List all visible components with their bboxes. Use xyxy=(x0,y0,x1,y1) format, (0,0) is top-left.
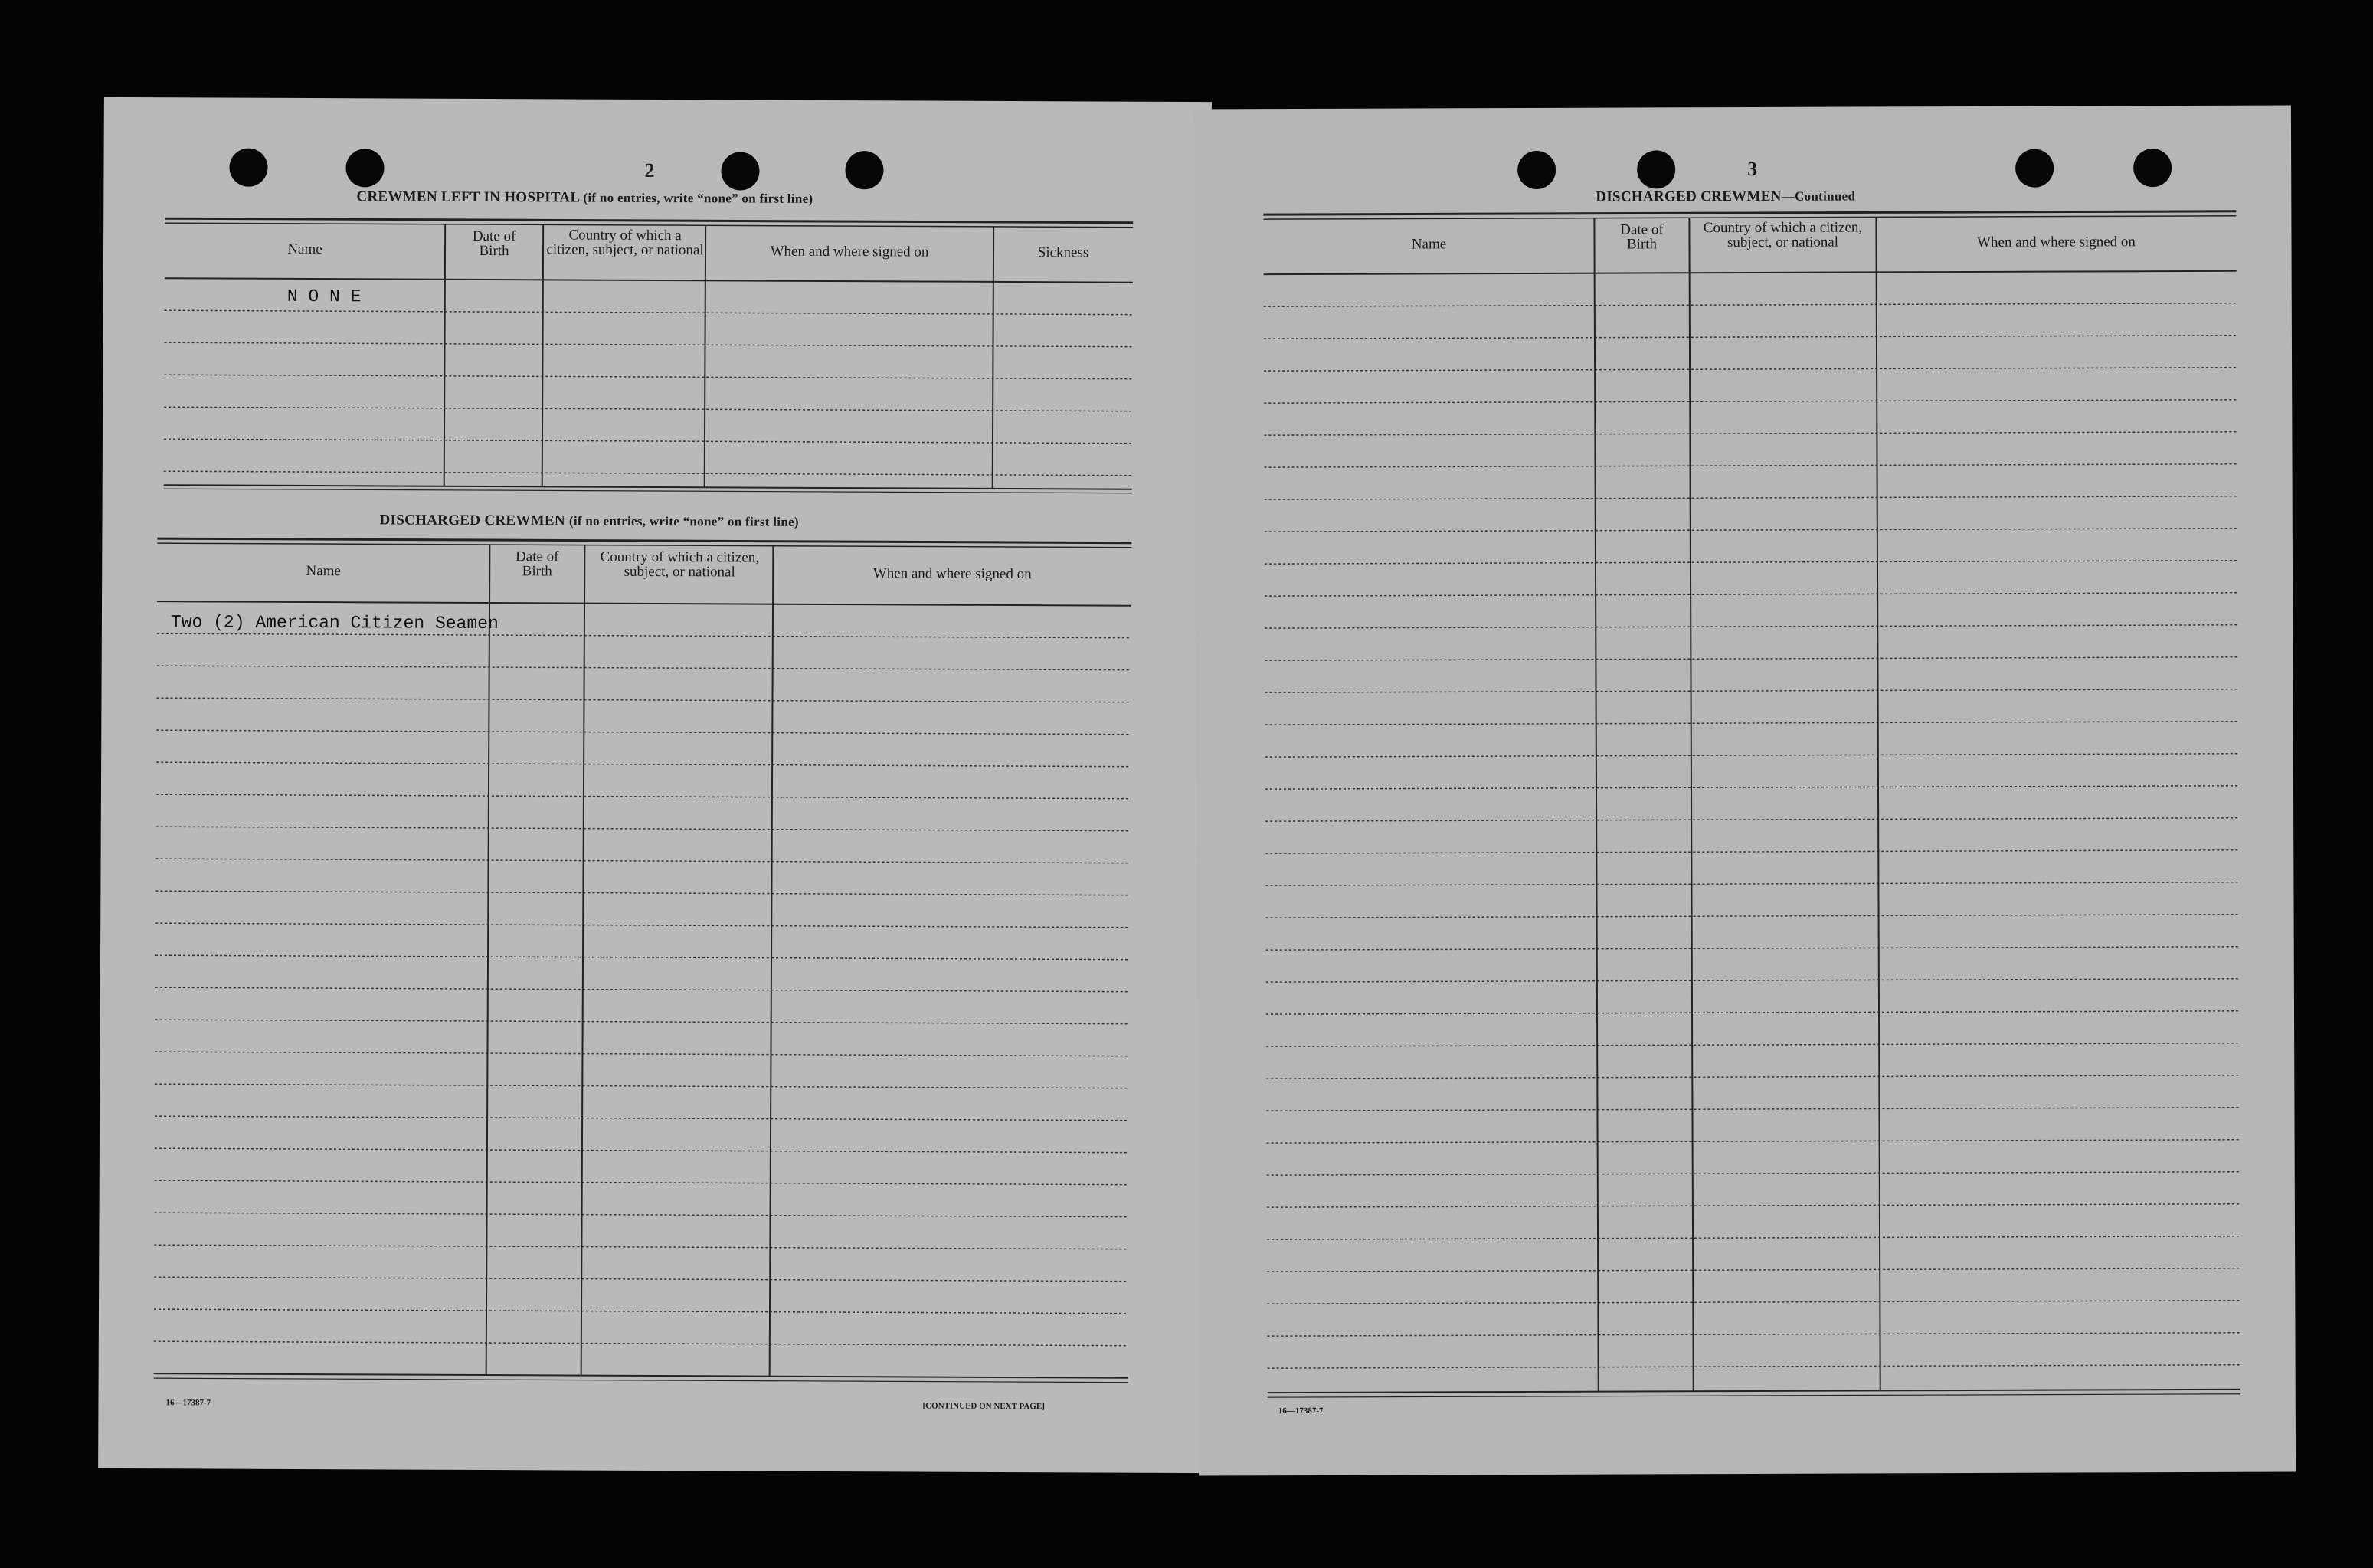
discharged-col-signed-on: When and where signed on xyxy=(872,565,1032,583)
hospital-table xyxy=(164,218,1134,496)
page-number: 2 xyxy=(644,159,655,182)
hospital-col-name: Name xyxy=(287,241,322,258)
hospital-table-grid xyxy=(164,218,1134,496)
discharged-entry: Two (2) American Citizen Seamen xyxy=(170,612,499,634)
discharged-continued-table xyxy=(1263,211,2240,1409)
discharged-col-name: Name xyxy=(306,563,341,580)
right-page xyxy=(1194,106,2296,1476)
hospital-entry-none: N O N E xyxy=(286,286,362,307)
discharged-col-country: Country of which a citizen, subject, or national xyxy=(600,548,760,581)
binder-hole xyxy=(2015,149,2054,188)
continued-label: —Continued xyxy=(1781,188,1856,204)
hospital-col-signed-on: When and where signed on xyxy=(770,243,929,260)
hospital-col-sickness: Sickness xyxy=(1037,244,1089,261)
continued-col-dob: Date of Birth xyxy=(1620,221,1664,253)
binder-hole xyxy=(1517,151,1556,189)
continued-note: [CONTINUED ON NEXT PAGE] xyxy=(922,1401,1045,1412)
discharged-continued-title xyxy=(1596,188,1855,205)
binder-hole xyxy=(229,149,267,187)
discharged-col-dob: Date of Birth xyxy=(516,548,559,580)
discharged-continued-grid xyxy=(1263,211,2240,1409)
binder-hole xyxy=(845,151,883,189)
page-number: 3 xyxy=(1747,157,1758,180)
hospital-title-text: CREWMEN LEFT IN HOSPITAL xyxy=(356,188,580,206)
discharged-title-text: DISCHARGED CREWMEN xyxy=(379,512,565,529)
form-number: 16—17387-7 xyxy=(165,1398,211,1408)
discharged-instruction: (if no entries, write “none” on first line) xyxy=(568,513,799,529)
hospital-section-title xyxy=(356,188,813,208)
continued-col-country: Country of which a citizen, subject, or national xyxy=(1703,219,1863,251)
left-page xyxy=(98,97,1212,1473)
hospital-instruction: (if no entries, write “none” on first line) xyxy=(583,190,813,206)
form-number: 16—17387-7 xyxy=(1278,1406,1324,1416)
discharged-section-title xyxy=(379,512,799,530)
hospital-col-country: Country of which a citizen, subject, or national xyxy=(546,227,704,259)
discharged-table-grid xyxy=(154,538,1132,1395)
hospital-col-dob: Date of Birth xyxy=(472,228,516,260)
continued-col-signed-on: When and where signed on xyxy=(1977,234,2136,250)
binder-hole xyxy=(345,149,384,187)
binder-hole xyxy=(721,152,759,190)
binder-hole xyxy=(2133,149,2172,187)
continued-title-text: DISCHARGED CREWMEN xyxy=(1596,188,1782,205)
continued-col-name: Name xyxy=(1411,236,1447,253)
discharged-table xyxy=(154,538,1132,1395)
binder-hole xyxy=(1637,150,1675,188)
